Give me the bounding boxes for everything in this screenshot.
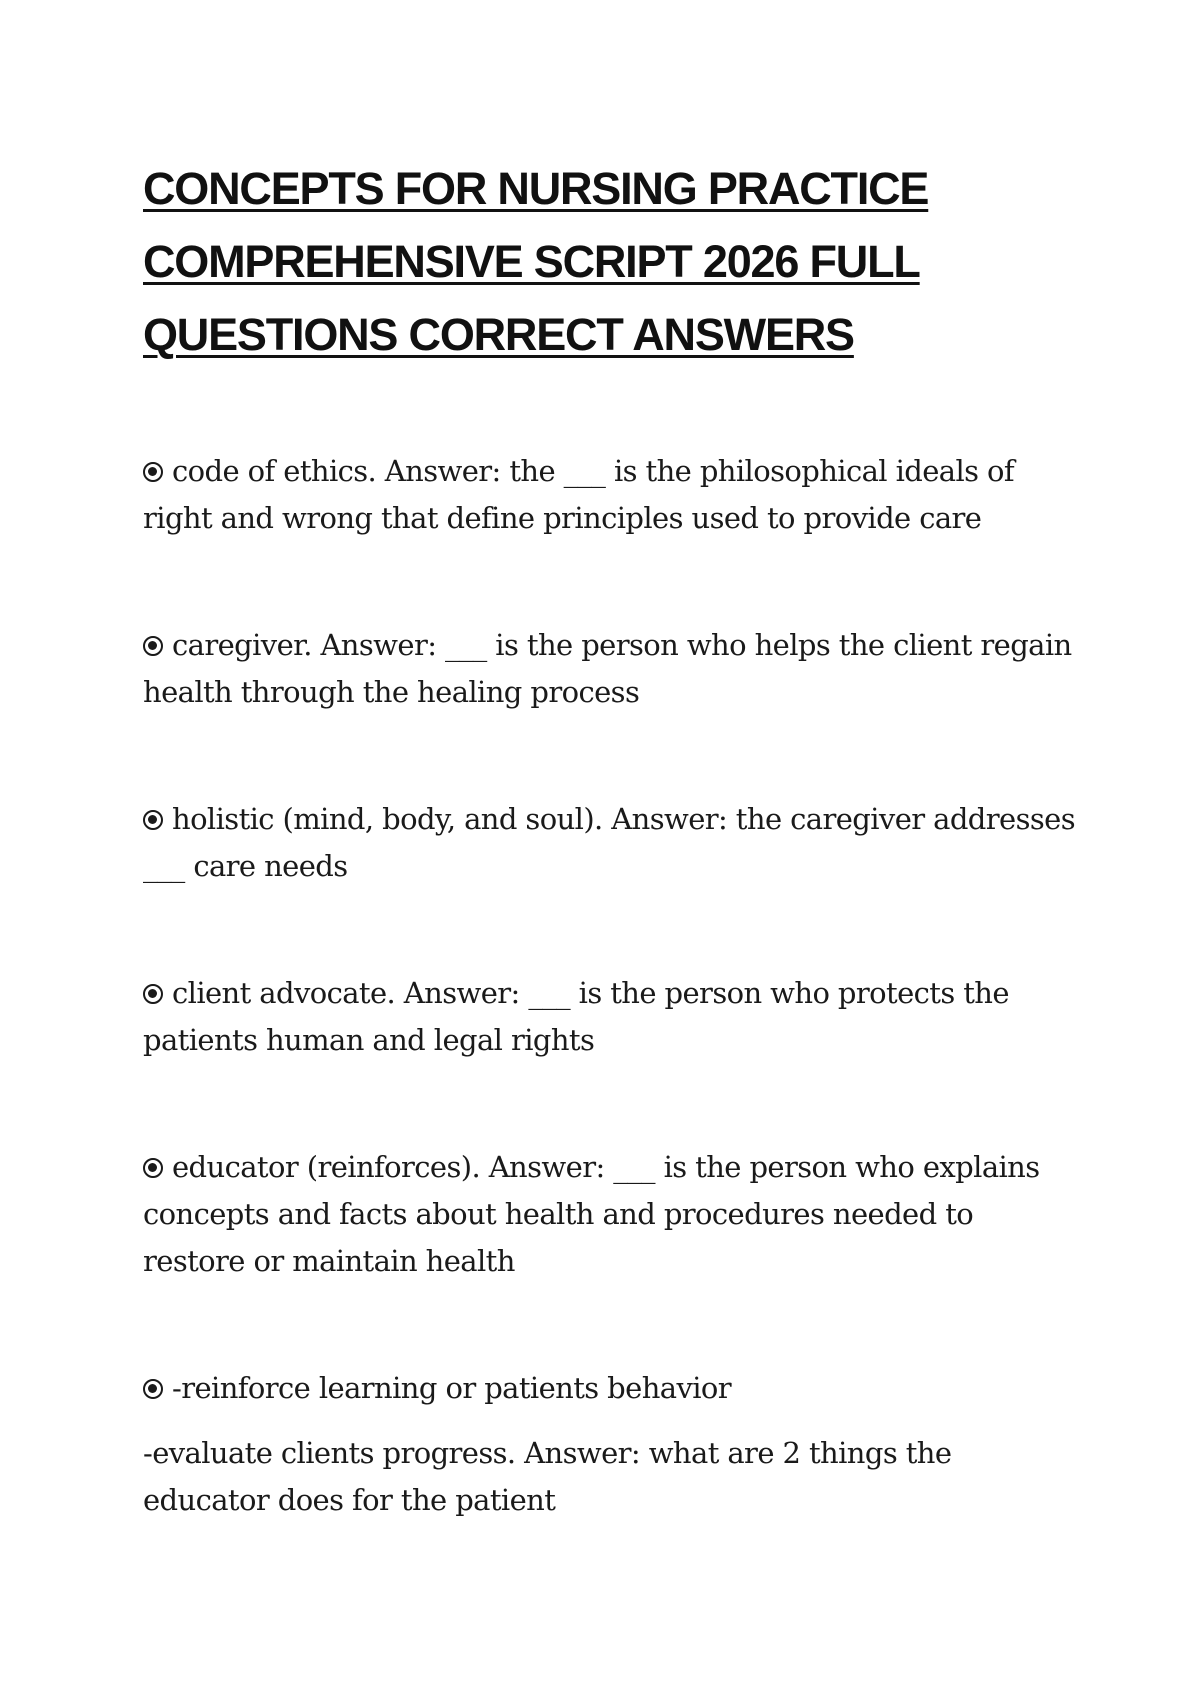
title-line-2: COMPREHENSIVE SCRIPT 2026 FULL	[143, 236, 920, 287]
qa-item-caregiver	[143, 622, 1083, 716]
qa-item-text: caregiver. Answer: ___ is the person who helps the client regain health through the healing process	[143, 628, 1072, 709]
qa-item-text: client advocate. Answer: ___ is the person who protects the patients human and legal rights	[143, 976, 1009, 1057]
qa-item-holistic	[143, 796, 1083, 890]
qa-item-text: educator (reinforces). Answer: ___ is the person who explains concepts and facts about health and procedures needed to restore or maintain health	[143, 1150, 1040, 1278]
document-title	[143, 152, 1063, 371]
qa-item-educator	[143, 1144, 1083, 1285]
qa-item-continuation: -evaluate clients progress. Answer: what are 2 things the educator does for the patient	[143, 1436, 952, 1517]
radio-bullet-icon	[143, 462, 163, 482]
qa-item-code-of-ethics	[143, 448, 1083, 542]
qa-item-text: -reinforce learning or patients behavior	[172, 1371, 732, 1405]
radio-bullet-icon	[143, 1379, 163, 1399]
title-line-1: CONCEPTS FOR NURSING PRACTICE	[143, 163, 929, 214]
qa-item-text: holistic (mind, body, and soul). Answer: the caregiver addresses ___ care needs	[143, 802, 1075, 883]
qa-item-client-advocate	[143, 970, 1083, 1064]
radio-bullet-icon	[143, 1158, 163, 1178]
radio-bullet-icon	[143, 810, 163, 830]
title-line-3: QUESTIONS CORRECT ANSWERS	[143, 309, 854, 360]
radio-bullet-icon	[143, 636, 163, 656]
qa-item-reinforce-learning	[143, 1365, 1083, 1412]
qa-item-text: code of ethics. Answer: the ___ is the philosophical ideals of right and wrong that define principles used to provide care	[143, 454, 1015, 535]
radio-bullet-icon	[143, 984, 163, 1004]
